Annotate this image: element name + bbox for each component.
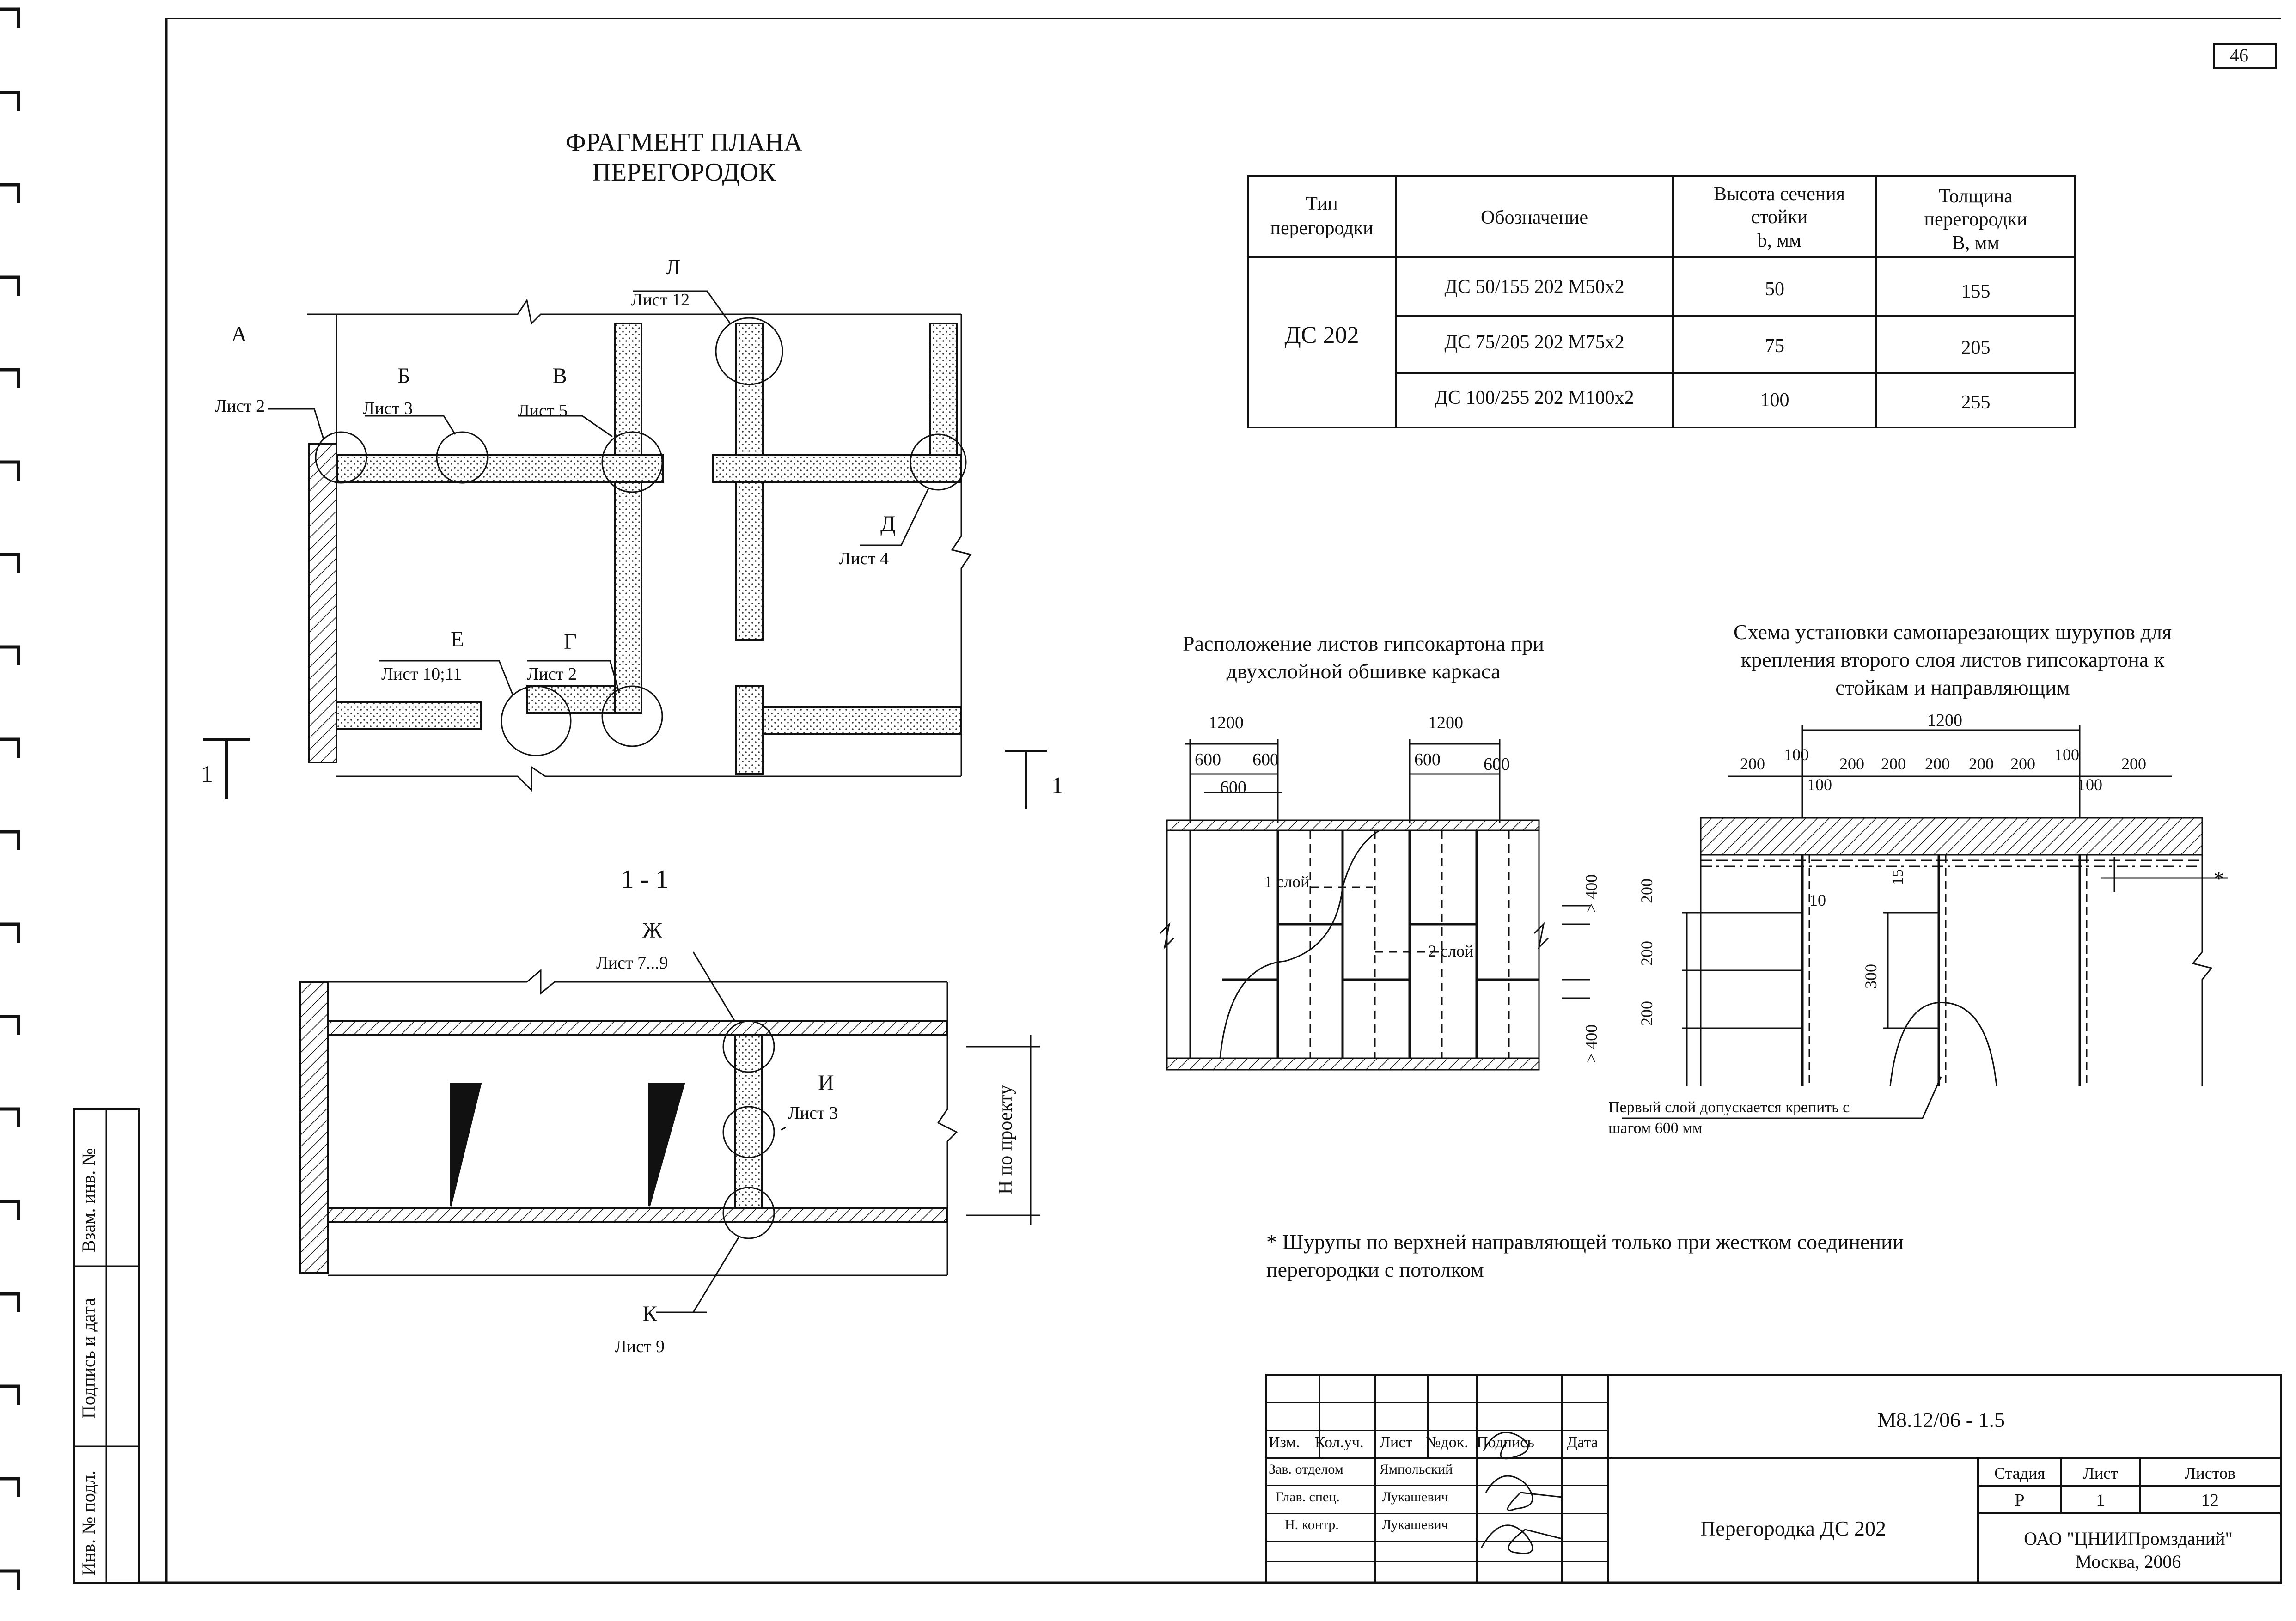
tb-sheet: 1 xyxy=(2096,1491,2105,1510)
callout-e-ref: Лист 10;11 xyxy=(381,664,462,684)
stamp-vzam: Взам. инв. № xyxy=(78,1148,99,1252)
tb-name-3: Лукашевич xyxy=(1382,1517,1448,1532)
tb-h-izm: Изм. xyxy=(1269,1434,1300,1451)
screws-dim-100-b: 100 xyxy=(1807,775,1832,794)
layers-dim-600-a: 600 xyxy=(1195,750,1221,769)
section-mark-left: 1 xyxy=(201,761,213,787)
screws-note-line1: Первый слой допускается крепить с xyxy=(1608,1099,1850,1116)
sheet-number: 46 xyxy=(2230,45,2248,66)
plan-title-line2: ПЕРЕГОРОДОК xyxy=(592,158,776,187)
section-drawing xyxy=(300,952,1040,1312)
screws-dim-100-c: 100 xyxy=(2054,745,2079,764)
callout-g-letter: Г xyxy=(564,629,577,654)
row2-designation: ДС 75/205 202 М75х2 xyxy=(1444,332,1624,353)
layers-dim-1200-a: 1200 xyxy=(1209,713,1244,732)
product-name: Перегородка ДС 202 xyxy=(1700,1517,1886,1540)
screws-dim-200-b: 200 xyxy=(1839,755,1864,773)
screws-title-line3: стойкам и направляющим xyxy=(1835,676,2070,699)
org-line2: Москва, 2006 xyxy=(2075,1551,2181,1572)
screws-dim-200-a: 200 xyxy=(1740,755,1765,773)
callout-i-ref: Лист 3 xyxy=(788,1103,838,1123)
callout-d-ref: Лист 4 xyxy=(839,549,889,568)
layers-title-line1: Расположение листов гипсокартона при xyxy=(1183,632,1544,655)
tb-name-2: Лукашевич xyxy=(1382,1489,1448,1505)
callout-a-letter: А xyxy=(231,322,247,347)
tb-h-kol: Кол.уч. xyxy=(1315,1434,1364,1451)
stamp-inv-orig: Инв. № подл. xyxy=(78,1470,99,1576)
layer2-label: 2 слой xyxy=(1428,942,1474,960)
callout-v-ref: Лист 5 xyxy=(518,401,568,420)
layers-dim-600-e: 600 xyxy=(1484,755,1510,774)
screws-title-line2: крепления второго слоя листов гипсокартона к xyxy=(1740,648,2165,671)
th-designation: Обозначение xyxy=(1480,207,1588,228)
screws-dim-200-v2: 200 xyxy=(1637,941,1656,966)
screws-dim-200-v3: 200 xyxy=(1637,1001,1656,1026)
screws-title-line1: Схема установки самонарезающих шурупов для xyxy=(1733,620,2172,644)
layers-dim-600-c: 600 xyxy=(1220,778,1246,797)
row3-designation: ДС 100/255 202 М100х2 xyxy=(1435,387,1634,408)
screws-dim-200-f: 200 xyxy=(2010,755,2035,773)
screws-dim-200-d: 200 xyxy=(1925,755,1950,773)
screws-note-line2: шагом 600 мм xyxy=(1608,1120,1703,1137)
callout-b-letter: Б xyxy=(397,364,410,388)
plan-title-line1: ФРАГМЕНТ ПЛАНА xyxy=(565,128,803,157)
tb-name-1: Ямпольский xyxy=(1380,1462,1453,1477)
row3-b: 100 xyxy=(1760,390,1789,411)
footnote-line1: * Шурупы по верхней направляющей только при жестком соединении xyxy=(1266,1230,1904,1254)
layers-dim-600-d: 600 xyxy=(1414,750,1441,769)
org-line1: ОАО "ЦНИИПромзданий" xyxy=(2024,1528,2233,1549)
screws-dim-200-c: 200 xyxy=(1881,755,1906,773)
screws-dim-300: 300 xyxy=(1862,964,1880,989)
screws-dim-15: 15 xyxy=(1889,869,1906,885)
callout-b-ref: Лист 3 xyxy=(363,399,413,418)
screws-dim-200-g: 200 xyxy=(2121,755,2146,773)
tb-role-1: Зав. отделом xyxy=(1269,1462,1343,1477)
th-type: Тип перегородки xyxy=(1270,193,1374,239)
callout-d-letter: Д xyxy=(880,512,896,536)
th-thickness: Толщина перегородки В, мм xyxy=(1924,186,2027,254)
tb-role-2: Глав. спец. xyxy=(1276,1489,1340,1505)
row2-b: 75 xyxy=(1765,335,1784,357)
row1-designation: ДС 50/155 202 М50х2 xyxy=(1444,276,1624,298)
layers-dim-1200-b: 1200 xyxy=(1428,713,1463,732)
row3-B: 255 xyxy=(1961,392,1991,413)
callout-zh-ref: Лист 7...9 xyxy=(596,953,668,973)
tb-h-date: Дата xyxy=(1567,1434,1598,1451)
row2-B: 205 xyxy=(1961,337,1991,359)
screws-dim-100-a: 100 xyxy=(1784,745,1809,764)
th-height: Высота сечения стойки b, мм xyxy=(1713,183,1845,251)
tb-sheets-label: Листов xyxy=(2185,1464,2235,1482)
height-label: Н по проекту xyxy=(995,1085,1016,1194)
callout-g-ref: Лист 2 xyxy=(527,664,577,684)
screws-dim-10: 10 xyxy=(1809,891,1826,909)
callout-e-letter: Е xyxy=(451,627,464,652)
layers-gt400-bottom: > 400 xyxy=(1582,1024,1600,1063)
screws-dim-200-v1: 200 xyxy=(1637,878,1656,903)
callout-v-letter: В xyxy=(552,364,568,388)
footnote-line2: перегородки с потолком xyxy=(1266,1258,1484,1281)
callout-zh-letter: Ж xyxy=(642,918,663,943)
callout-a-ref: Лист 2 xyxy=(215,396,265,416)
callout-i-letter: И xyxy=(818,1071,834,1095)
tb-sheets: 12 xyxy=(2201,1491,2219,1510)
layers-dim-600-b: 600 xyxy=(1252,750,1279,769)
doc-code: М8.12/06 - 1.5 xyxy=(1877,1408,2005,1432)
tb-h-sign: Подпись xyxy=(1477,1434,1534,1451)
tb-stage: Р xyxy=(2015,1491,2025,1510)
tb-h-list: Лист xyxy=(1380,1434,1413,1451)
layer1-label: 1 слой xyxy=(1264,872,1310,891)
layers-gt400-top: > 400 xyxy=(1582,874,1600,913)
plan-drawing xyxy=(203,291,1047,809)
screws-dim-100-d: 100 xyxy=(2077,775,2102,794)
tb-h-ndok: №док. xyxy=(1426,1434,1468,1451)
row1-B: 155 xyxy=(1961,281,1991,302)
table-type-cell: ДС 202 xyxy=(1284,322,1359,348)
screws-star: * xyxy=(2214,867,2224,890)
binding-marks xyxy=(0,9,18,1590)
tb-sheet-label: Лист xyxy=(2083,1464,2118,1482)
callout-l-ref: Лист 12 xyxy=(631,290,690,310)
callout-k-letter: К xyxy=(642,1302,658,1326)
tb-stage-label: Стадия xyxy=(1994,1464,2045,1482)
screws-dim-1200: 1200 xyxy=(1927,711,1962,730)
section-title: 1 - 1 xyxy=(621,865,669,894)
layers-title-line2: двухслойной обшивке каркаса xyxy=(1226,659,1501,683)
callout-l-letter: Л xyxy=(666,255,681,280)
stamp-sign-date: Подпись и дата xyxy=(78,1298,99,1419)
section-mark-right: 1 xyxy=(1051,773,1063,799)
tb-role-3: Н. контр. xyxy=(1285,1517,1339,1532)
screws-diagram xyxy=(1622,725,2228,1118)
row1-b: 50 xyxy=(1765,279,1784,300)
callout-k-ref: Лист 9 xyxy=(615,1337,665,1356)
screws-dim-200-e: 200 xyxy=(1969,755,1994,773)
